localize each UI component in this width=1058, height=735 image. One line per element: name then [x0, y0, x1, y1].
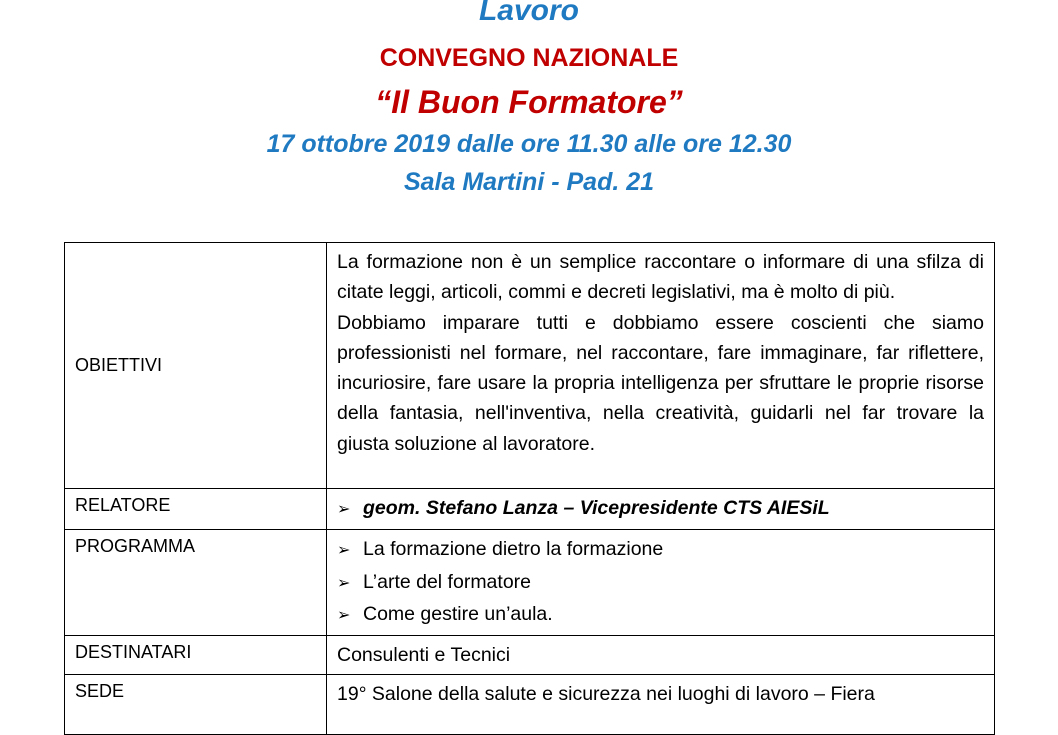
obiettivi-paragraph-1: La formazione non è un semplice raccontare o informare di una sfilza di citate leggi, articoli, commi e decreti legislativi, ma è molto di più.	[337, 251, 984, 304]
row-obiettivi	[65, 243, 995, 489]
list-item: ➢ Come gestire un’aula.	[337, 599, 984, 631]
row-destinatari	[65, 636, 995, 675]
content-obiettivi	[327, 243, 995, 489]
info-table	[64, 242, 995, 735]
label-destinatari: DESTINATARI	[65, 636, 327, 675]
event-date-time: 17 ottobre 2019 dalle ore 11.30 alle ore 12.30	[266, 130, 792, 158]
row-sede	[65, 675, 995, 735]
header-lavoro: Lavoro	[478, 0, 580, 27]
relatore-name: geom. Stefano Lanza – Vicepresidente CTS AIESiL	[363, 497, 830, 519]
list-item: ➢ La formazione dietro la formazione	[337, 534, 984, 566]
arrow-bullet-icon: ➢	[337, 542, 351, 560]
label-programma: PROGRAMMA	[65, 530, 327, 636]
content-relatore	[327, 489, 995, 530]
obiettivi-paragraph-2: Dobbiamo imparare tutti e dobbiamo essere coscienti che siamo professionisti nel formare, nel raccontare, fare immaginare, far riflettere, incuriosire, fare usare la propria intelligenza per sfruttare le proprie risorse della fantasia, nell'inventiva, nella creatività, guidarli nel far trovare la giusta soluzione al lavoratore.	[337, 311, 984, 455]
arrow-bullet-icon: ➢	[337, 606, 351, 624]
label-sede: SEDE	[65, 675, 327, 735]
event-title: “Il Buon Formatore”	[375, 84, 683, 120]
arrow-bullet-icon: ➢	[337, 574, 351, 592]
content-programma	[327, 530, 995, 636]
list-item: ➢ L’arte del formatore	[337, 567, 984, 599]
content-sede: 19° Salone della salute e sicurezza nei luoghi di lavoro – Fiera	[327, 675, 995, 735]
content-destinatari: Consulenti e Tecnici	[327, 636, 995, 675]
row-relatore	[65, 489, 995, 530]
event-venue: Sala Martini - Pad. 21	[403, 168, 655, 196]
arrow-bullet-icon: ➢	[337, 501, 351, 518]
header-convegno: CONVEGNO NAZIONALE	[379, 44, 679, 72]
label-relatore: RELATORE	[65, 489, 327, 530]
row-programma	[65, 530, 995, 636]
label-obiettivi: OBIETTIVI	[65, 243, 327, 489]
